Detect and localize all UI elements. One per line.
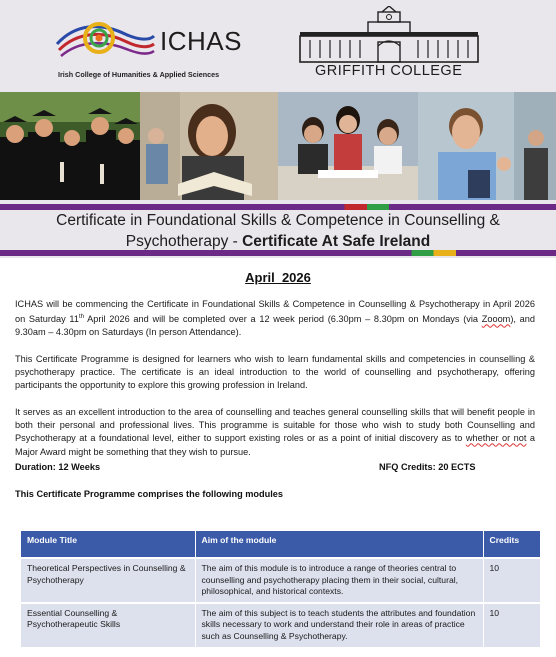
intro-paragraph bbox=[15, 298, 535, 340]
intro-text-3: ), and 9.30am – 4.30pm on Saturdays (In person Attendance). bbox=[15, 314, 535, 338]
table-header-row bbox=[21, 531, 540, 558]
nfq-credits-label: NFQ Credits: 20 ECTS bbox=[379, 462, 476, 472]
module-credits-cell: 10 bbox=[483, 558, 540, 603]
description-text-2a: It serves as an excellent introduction to the area of counselling and teaches general counselling skills that will benefit people in both their personal and professional lives. This programme is suitable for those who wish to study both Counselling and Psychotherapy at a foundational level, either to support existing roles or as a point of initial discovery as to bbox=[15, 407, 535, 444]
page-title bbox=[0, 210, 556, 252]
modules-intro-label: This Certificate Programme comprises the following modules bbox=[15, 489, 284, 499]
column-header-credits: Credits bbox=[483, 531, 540, 558]
griffith-college-building-logo-icon bbox=[298, 6, 480, 64]
duration-label: Duration: 12 Weeks bbox=[15, 462, 101, 472]
table-row bbox=[21, 558, 540, 603]
description-paragraph-2 bbox=[15, 406, 535, 459]
date-heading: April 2026 bbox=[245, 270, 311, 285]
intro-superscript: th bbox=[78, 314, 84, 321]
description-underlined-text: whether or not bbox=[465, 433, 527, 444]
graduates-photo bbox=[0, 92, 140, 200]
ichas-swirl-logo-icon bbox=[55, 14, 155, 66]
intro-text-1: ICHAS will be commencing the Certificate in Foundational Skills & Competence in Counselling & Psychotherapy in April 2026 on Saturday 11 bbox=[15, 299, 535, 325]
title-line-1: Certificate in Foundational Skills & Competence in Counselling & bbox=[56, 212, 500, 229]
modules-table bbox=[21, 531, 540, 647]
photo-strip bbox=[0, 92, 556, 200]
intro-zoom-word: Zooom bbox=[481, 314, 511, 325]
header-banner bbox=[0, 0, 556, 92]
module-title-cell: Essential Counselling & Psychotherapeutic Skills bbox=[21, 603, 195, 647]
description-text-2b: a Major Award might be something that they wish to pursue. bbox=[15, 433, 535, 457]
student-with-book-photo bbox=[140, 92, 278, 200]
griffith-college-name: GRIFFITH COLLEGE bbox=[315, 63, 463, 79]
column-header-aim: Aim of the module bbox=[195, 531, 483, 558]
ichas-name: ICHAS bbox=[160, 26, 242, 56]
description-paragraph-1: This Certificate Programme is designed for learners who wish to learn fundamental skills and competencies in counselling & psychotherapy practice. The certificate is an ideal introduction to the world of counselling and psychotherapy, offering participants the opportunity to explore this growing profession in Ireland. bbox=[15, 354, 535, 391]
table-row bbox=[21, 603, 540, 647]
column-header-module-title: Module Title bbox=[21, 531, 195, 558]
intro-text-2: April 2026 and will be completed over a 12 week period (6.30pm – 8.30pm on Mondays (via bbox=[83, 314, 482, 325]
title-line-2-regular: Psychotherapy - bbox=[125, 233, 243, 250]
module-aim-cell: The aim of this subject is to teach students the attributes and foundation skills necessary to work and understand their role in areas of practice such as Counselling & Psychotherapy. bbox=[195, 603, 483, 647]
ichas-subtitle: Irish College of Humanities & Applied Sciences bbox=[58, 70, 220, 79]
module-credits-cell: 10 bbox=[483, 603, 540, 647]
module-title-cell: Theoretical Perspectives in Counselling & Psychotherapy bbox=[21, 558, 195, 603]
student-thumbs-up-photo bbox=[418, 92, 556, 200]
module-aim-cell: The aim of this module is to introduce a range of theories central to counselling and psychotherapy placing them in their social, cultural, philosophical, and historical contexts. bbox=[195, 558, 483, 603]
title-line-2-bold: Certificate At Safe Ireland bbox=[242, 233, 431, 250]
study-group-photo bbox=[278, 92, 418, 200]
